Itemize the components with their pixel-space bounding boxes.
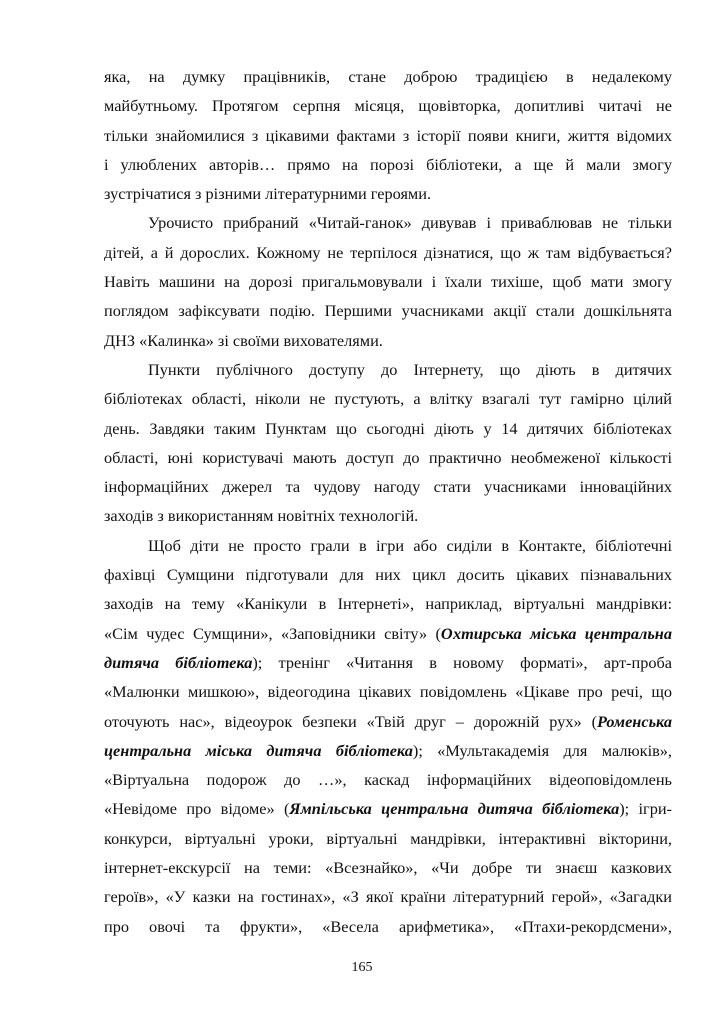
text-segment: ); «Мультакадемія для малюків», [412,740,672,760]
text-line [104,326,672,355]
text-line [104,589,672,618]
library-name: дитяча бібліотека [104,652,253,672]
text-line [104,443,672,472]
text-segment: оточують нас», відеоурок безпеки «Твій друг – дорожній рух» ( [104,711,598,731]
text-line [104,912,672,941]
text-segment: «Сім чудес Сумщини», «Заповідники світу» ( [104,623,441,643]
text-segment: заходів з використанням новітніх технологій. [104,506,419,526]
text-segment: «Малюнки мишкою», відеогодина цікавих повідомлень «Цікаве про речі, що [104,682,672,702]
library-name: центральна міська дитяча бібліотека [104,740,413,760]
text-line [104,179,672,208]
text-line [104,707,672,736]
text-segment: конкурси, віртуальні уроки, віртуальні мандрівки, інтерактивні вікторини, [104,828,672,848]
text-line [104,91,672,120]
text-segment: «Віртуальна подорож до …», каскад інформаційних відеоповідомлень [104,770,672,790]
text-segment: ДНЗ «Калинка» зі своїми вихователями. [104,330,383,350]
text-segment: про овочі та фрукти», «Весела арифметика», «Птахи-рекордсмени», [104,916,672,936]
text-line [104,619,672,648]
text-line [104,355,672,384]
library-name: Ямпільська центральна дитяча бібліотека [289,799,620,819]
text-segment: тільки знайомилися з цікавими фактами з історії появи книги, життя відомих [104,125,672,145]
text-line [104,121,672,150]
text-segment: поглядом зафіксувати подію. Першими учасниками акції стали дошкільнята [104,301,672,321]
text-segment: бібліотеках області, ніколи не пустують, а влітку взагалі тут гамірно цілий [104,389,672,409]
text-line [104,677,672,706]
text-line [104,648,672,677]
text-line [104,794,672,823]
text-segment: інтернет-екскурсії на теми: «Всезнайко», «Чи добре ти знаєш казкових [104,858,672,878]
text-line [104,238,672,267]
text-segment: дітей, а й дорослих. Кожному не терпілося дізнатися, що ж там відбувається? [104,242,672,262]
text-segment: «Невідоме про відоме» ( [104,799,290,819]
text-segment: інформаційних джерел та чудову нагоду стати учасниками інноваційних [104,477,672,497]
body-text [104,62,672,941]
text-segment: ); ігри- [619,799,672,819]
text-line [104,472,672,501]
text-segment: майбутньому. Протягом серпня місяця, щовівторка, допитливі читачі не [104,96,672,116]
text-line [104,296,672,325]
text-segment: заходів на тему «Канікули в Інтернеті», наприклад, віртуальні мандрівки: [104,594,672,614]
library-name: Роменська [597,711,672,731]
text-line [104,414,672,443]
text-segment: яка, на думку працівників, стане доброю традицією в недалекому [104,67,672,86]
text-line [104,736,672,765]
text-segment: Урочисто прибраний «Читай-ганок» дивував і приваблював не тільки [148,213,672,233]
page-number: 165 [351,960,373,975]
text-segment: героїв», «У казки на гостинах», «З якої країни літературний герой», «Загадки [104,887,672,907]
text-line [104,560,672,589]
text-line [104,824,672,853]
text-segment: Навіть машини на дорозі пригальмовували і їхали тихіше, щоб мати змогу [104,272,672,292]
text-segment: області, юні користувачі мають доступ до практично необмеженої кількості [104,447,672,467]
text-line [104,384,672,413]
text-segment: і улюблених авторів… прямо на порозі бібліотеки, а ще й мали змогу [104,154,672,174]
text-segment: Щоб діти не просто грали в ігри або сиділи в Контакте, бібліотечні [148,535,672,555]
text-line [104,150,672,179]
text-line [104,267,672,296]
text-line [104,765,672,794]
text-line [104,208,672,237]
text-segment: день. Завдяки таким Пунктам що сьогодні діють у 14 дитячих бібліотеках [104,418,672,438]
text-line [104,531,672,560]
text-line [104,882,672,911]
library-name: Охтирська міська центральна [440,623,672,643]
text-line [104,62,672,91]
text-line [104,501,672,530]
text-segment: зустрічатися з різними літературними героями. [104,184,432,204]
text-segment: Пункти публічного доступу до Інтернету, що діють в дитячих [148,359,672,379]
text-segment: фахівці Сумщини підготували для них цикл досить цікавих пізнавальних [104,565,672,585]
text-line [104,853,672,882]
text-segment: ); тренінг «Читання в новому форматі», арт-проба [252,652,672,672]
